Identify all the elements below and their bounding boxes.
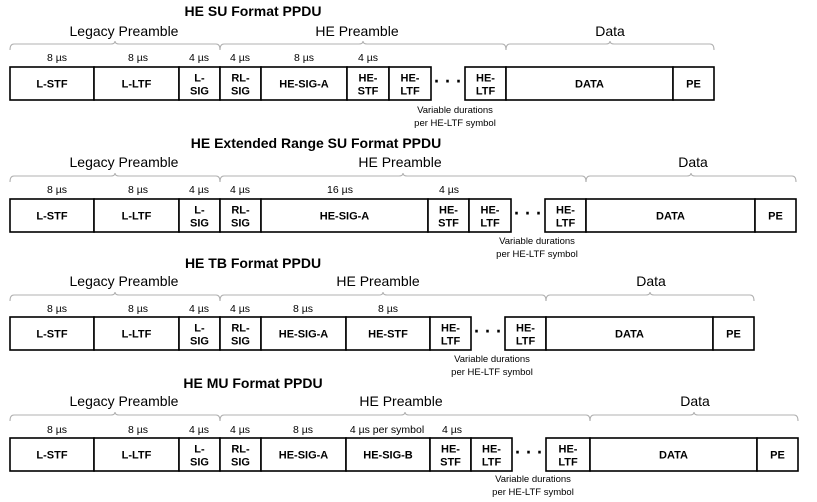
field-label: HE-LTF [558,443,578,469]
section-label: Data [678,154,708,170]
ellipsis-icon: · · · [434,71,462,92]
field-label: HE-LTF [475,72,496,98]
field-label: RL-SIG [231,72,250,98]
field-label: HE-LTF [480,204,500,230]
field-label: L-SIG [190,322,209,348]
ellipsis-icon: · · · [474,321,502,342]
section-brace [220,173,586,182]
duration-label: 4 µs [229,184,251,196]
field-label: PE [768,210,783,223]
section-label: Legacy Preamble [69,273,179,289]
duration-label: 4 µs [229,424,251,436]
duration-label: 4 µs [188,424,210,436]
field-label: HE-LTF [515,322,536,348]
ppdu-format-2 [10,135,796,260]
duration-label: 4 µs [357,52,379,64]
duration-label: 4 µs [229,52,251,64]
field-label: L-STF [36,449,68,462]
duration-label: 8 µs [377,303,399,315]
section-label: HE Preamble [315,23,399,39]
field-label: HE-STF [438,204,459,230]
format-title: HE Extended Range SU Format PPDU [190,135,442,151]
field-label: DATA [615,328,644,341]
field-label: L-LTF [121,328,152,341]
section-brace [10,41,220,50]
field-label: HE-SIG-A [278,328,329,341]
section-brace [220,412,590,421]
section-brace [590,412,798,421]
ppdu-format-1 [10,3,714,129]
format-title: HE MU Format PPDU [183,375,323,391]
variable-duration-note: Variable durations per HE-LTF symbol [451,354,533,378]
field-label: HE-SIG-A [278,449,329,462]
duration-label: 8 µs [292,424,314,436]
section-label: Legacy Preamble [69,23,179,39]
section-label: Data [636,273,666,289]
section-brace [586,173,796,182]
field-label: L-SIG [190,72,209,98]
ppdu-format-4 [10,375,798,498]
variable-duration-note: Variable durations per HE-LTF symbol [414,105,496,129]
field-label: HE-LTF [400,72,420,98]
duration-label: 8 µs [127,184,149,196]
duration-label: 8 µs [46,184,68,196]
section-brace [546,292,754,301]
duration-label: 4 µs per symbol [349,424,425,436]
field-label: PE [770,449,785,462]
duration-label: 16 µs [327,184,353,196]
field-label: L-LTF [121,449,152,462]
field-label: PE [726,328,741,341]
section-label: Data [595,23,625,39]
variable-duration-note: Variable durations per HE-LTF symbol [492,474,574,498]
ellipsis-icon: · · · [515,442,543,463]
field-label: DATA [659,449,688,462]
duration-label: 4 µs [188,52,210,64]
duration-label: 8 µs [46,424,68,436]
field-label: HE-LTF [440,322,461,348]
field-label: PE [686,78,701,91]
duration-label: 4 µs [438,184,460,196]
field-label: L-LTF [121,78,152,91]
section-brace [220,292,546,301]
field-label: HE-LTF [481,443,502,469]
field-label: RL-SIG [231,443,250,469]
field-label: HE-STF [357,72,379,98]
section-brace [10,412,220,421]
section-brace [220,41,506,50]
section-brace [10,292,220,301]
field-label: L-LTF [121,210,152,223]
duration-label: 8 µs [127,303,149,315]
duration-label: 4 µs [441,424,463,436]
duration-label: 8 µs [293,52,315,64]
field-label: HE-SIG-A [319,210,370,223]
field-label: DATA [656,210,685,223]
variable-duration-note: Variable durations per HE-LTF symbol [496,236,578,260]
field-label: HE-STF [440,443,461,469]
duration-label: 8 µs [46,303,68,315]
field-label: L-STF [36,210,68,223]
section-label: HE Preamble [359,393,443,409]
field-label: L-STF [36,78,68,91]
field-label: L-SIG [190,204,209,230]
format-title: HE SU Format PPDU [184,3,322,19]
field-label: HE-STF [368,328,408,341]
ppdu-format-3 [10,255,754,378]
section-brace [506,41,714,50]
section-label: HE Preamble [358,154,442,170]
duration-label: 4 µs [188,184,210,196]
field-label: HE-LTF [555,204,576,230]
field-label: HE-SIG-B [363,449,413,462]
field-label: L-STF [36,328,68,341]
section-label: Legacy Preamble [69,154,179,170]
field-label: HE-SIG-A [279,78,329,91]
section-label: HE Preamble [336,273,420,289]
ellipsis-icon: · · · [514,203,542,224]
duration-label: 8 µs [127,52,149,64]
field-label: DATA [575,78,604,91]
field-label: RL-SIG [231,322,250,348]
format-title: HE TB Format PPDU [184,255,322,271]
section-label: Legacy Preamble [69,393,179,409]
section-label: Data [680,393,710,409]
duration-label: 4 µs [188,303,210,315]
duration-label: 8 µs [46,52,68,64]
section-brace [10,173,220,182]
duration-label: 4 µs [229,303,251,315]
field-label: RL-SIG [231,204,250,230]
field-label: L-SIG [190,443,209,469]
duration-label: 8 µs [292,303,314,315]
duration-label: 8 µs [127,424,149,436]
